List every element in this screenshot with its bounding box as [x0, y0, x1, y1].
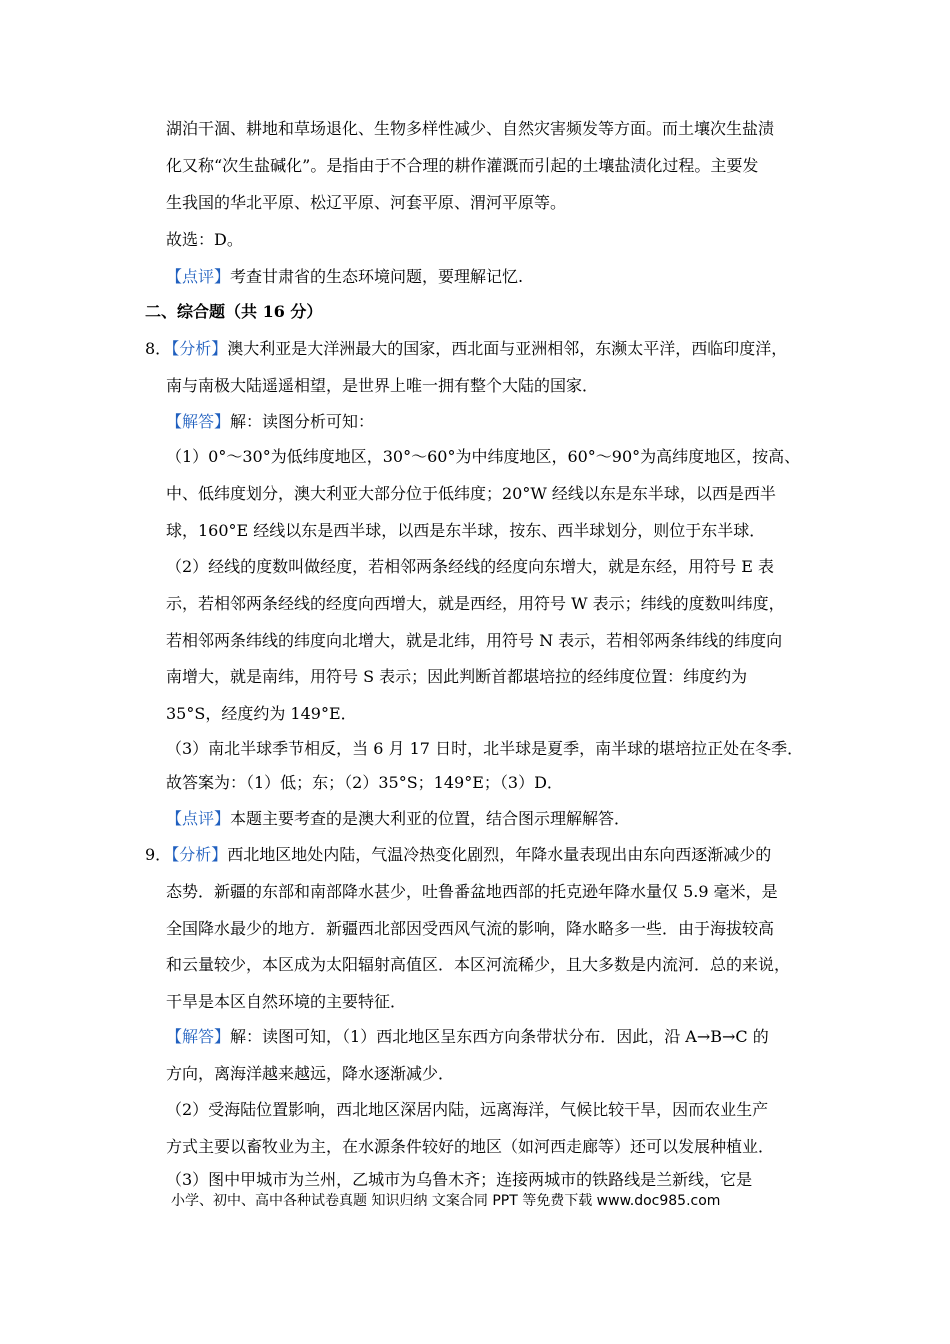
q8-p3-line-1: （3）南北半球季节相反，当 6 月 17 日时，北半球是夏季，南半球的堪培拉正处在冬季．: [166, 739, 804, 758]
q8-review: [166, 809, 630, 829]
q9-p3-line-1: （3）图中甲城市为兰州，乙城市为乌鲁木齐；连接两城市的铁路线是兰新线，它是: [166, 1170, 753, 1189]
q8-number: 8．: [145, 339, 172, 358]
prev-answer-review: [166, 267, 523, 287]
q9-analysis-line-1: [145, 845, 771, 865]
q8-p1-line-2: 中、低纬度划分，澳大利亚大部分位于低纬度；20°W 经线以东是东半球，以西是西半: [166, 484, 776, 503]
q9-number: 9．: [145, 845, 172, 864]
prev-answer-line-2: 化又称“次生盐碱化”。是指由于不合理的耕作灌溉而引起的土壤盐渍化过程。主要发: [166, 156, 759, 175]
q9-analysis-line-2: 态势．新疆的东部和南部降水甚少，吐鲁番盆地西部的托克逊年降水量仅 5.9 毫米，是: [166, 882, 778, 901]
q8-review-tag: 【点评】: [166, 809, 231, 828]
q8-analysis-text: 澳大利亚是大洋洲最大的国家，西北面与亚洲相邻，东濒太平洋，西临印度洋，: [227, 339, 788, 358]
q9-analysis-tag: 【分析】: [171, 845, 228, 864]
prev-answer-choice: 故选：D。: [166, 230, 243, 249]
q8-answer-intro: [166, 412, 374, 432]
prev-answer-line-3: 生我国的华北平原、松辽平原、河套平原、渭河平原等。: [166, 193, 567, 212]
q9-analysis-line-5: 干旱是本区自然环境的主要特征．: [166, 992, 407, 1011]
section-title: 二、综合题（共 16 分）: [145, 302, 323, 321]
q8-analysis-line-1: [145, 339, 787, 359]
q8-answer-tag: 【解答】: [166, 412, 231, 431]
q8-p1-line-1: （1）0°～30°为低纬度地区，30°～60°为中纬度地区，60°～90°为高纬度地区，按高、: [166, 447, 801, 466]
q8-p2-line-5: 35°S，经度约为 149°E．: [166, 704, 357, 723]
q9-analysis-line-4: 和云量较少，本区成为太阳辐射高值区．本区河流稀少，且大多数是内流河．总的来说，: [166, 955, 791, 974]
q8-p2-line-3: 若相邻两条纬线的纬度向北增大，就是北纬，用符号 N 表示，若相邻两条纬线的纬度向: [166, 631, 783, 650]
q9-analysis-line-3: 全国降水最少的地方．新疆西北部因受西风气流的影响，降水略多一些．由于海拔较高: [166, 919, 775, 938]
q8-p2-line-4: 南增大，就是南纬，用符号 S 表示；因此判断首都堪培拉的经纬度位置：纬度约为: [166, 667, 748, 686]
prev-answer-line-1: 湖泊干涸、耕地和草场退化、生物多样性减少、自然灾害频发等方面。而土壤次生盐渍: [166, 119, 775, 138]
q8-answer-intro-text: 解：读图分析可知：: [230, 412, 375, 431]
q9-p2-line-1: （2）受海陆位置影响，西北地区深居内陆，远离海洋，气候比较干旱，因而农业生产: [166, 1100, 769, 1119]
q8-review-text: 本题主要考查的是澳大利亚的位置，结合图示理解解答．: [230, 809, 631, 828]
q9-p2-line-2: 方式主要以畜牧业为主，在水源条件较好的地区（如河西走廊等）还可以发展种植业．: [166, 1137, 775, 1156]
q8-p2-line-1: （2）经线的度数叫做经度，若相邻两条经线的经度向东增大，就是东经，用符号 E 表: [166, 557, 775, 576]
page-footer: 小学、初中、高中各种试卷真题 知识归纳 文案合同 PPT 等免费下载 www.doc985.com: [171, 1193, 721, 1209]
q9-answer-tag: 【解答】: [166, 1027, 231, 1046]
review-text: 考查甘肃省的生态环境问题，要理解记忆.: [230, 267, 524, 286]
q9-answer-line-2: 方向，离海洋越来越远，降水逐渐减少．: [166, 1064, 455, 1083]
q9-analysis-text: 西北地区地处内陆，气温冷热变化剧烈，年降水量表现出由东向西逐渐减少的: [227, 845, 772, 864]
review-tag: 【点评】: [166, 267, 231, 286]
q8-p1-line-3: 球，160°E 经线以东是西半球，以西是东半球，按东、西半球划分，则位于东半球．: [166, 521, 766, 540]
q9-answer-text: 解：读图可知，（1）西北地区呈东西方向条带状分布．因此，沿 A→B→C 的: [230, 1027, 769, 1046]
q8-final-answer: 故答案为：（1）低；东；（2）35°S；149°E；（3）D．: [166, 773, 563, 792]
q8-p2-line-2: 示，若相邻两条经线的经度向西增大，就是西经，用符号 W 表示；纬线的度数叫纬度，: [166, 594, 785, 613]
q8-analysis-tag: 【分析】: [171, 339, 228, 358]
q8-analysis-line-2: 南与南极大陆遥遥相望，是世界上唯一拥有整个大陆的国家．: [166, 376, 599, 395]
q9-answer-line-1: [166, 1027, 769, 1047]
